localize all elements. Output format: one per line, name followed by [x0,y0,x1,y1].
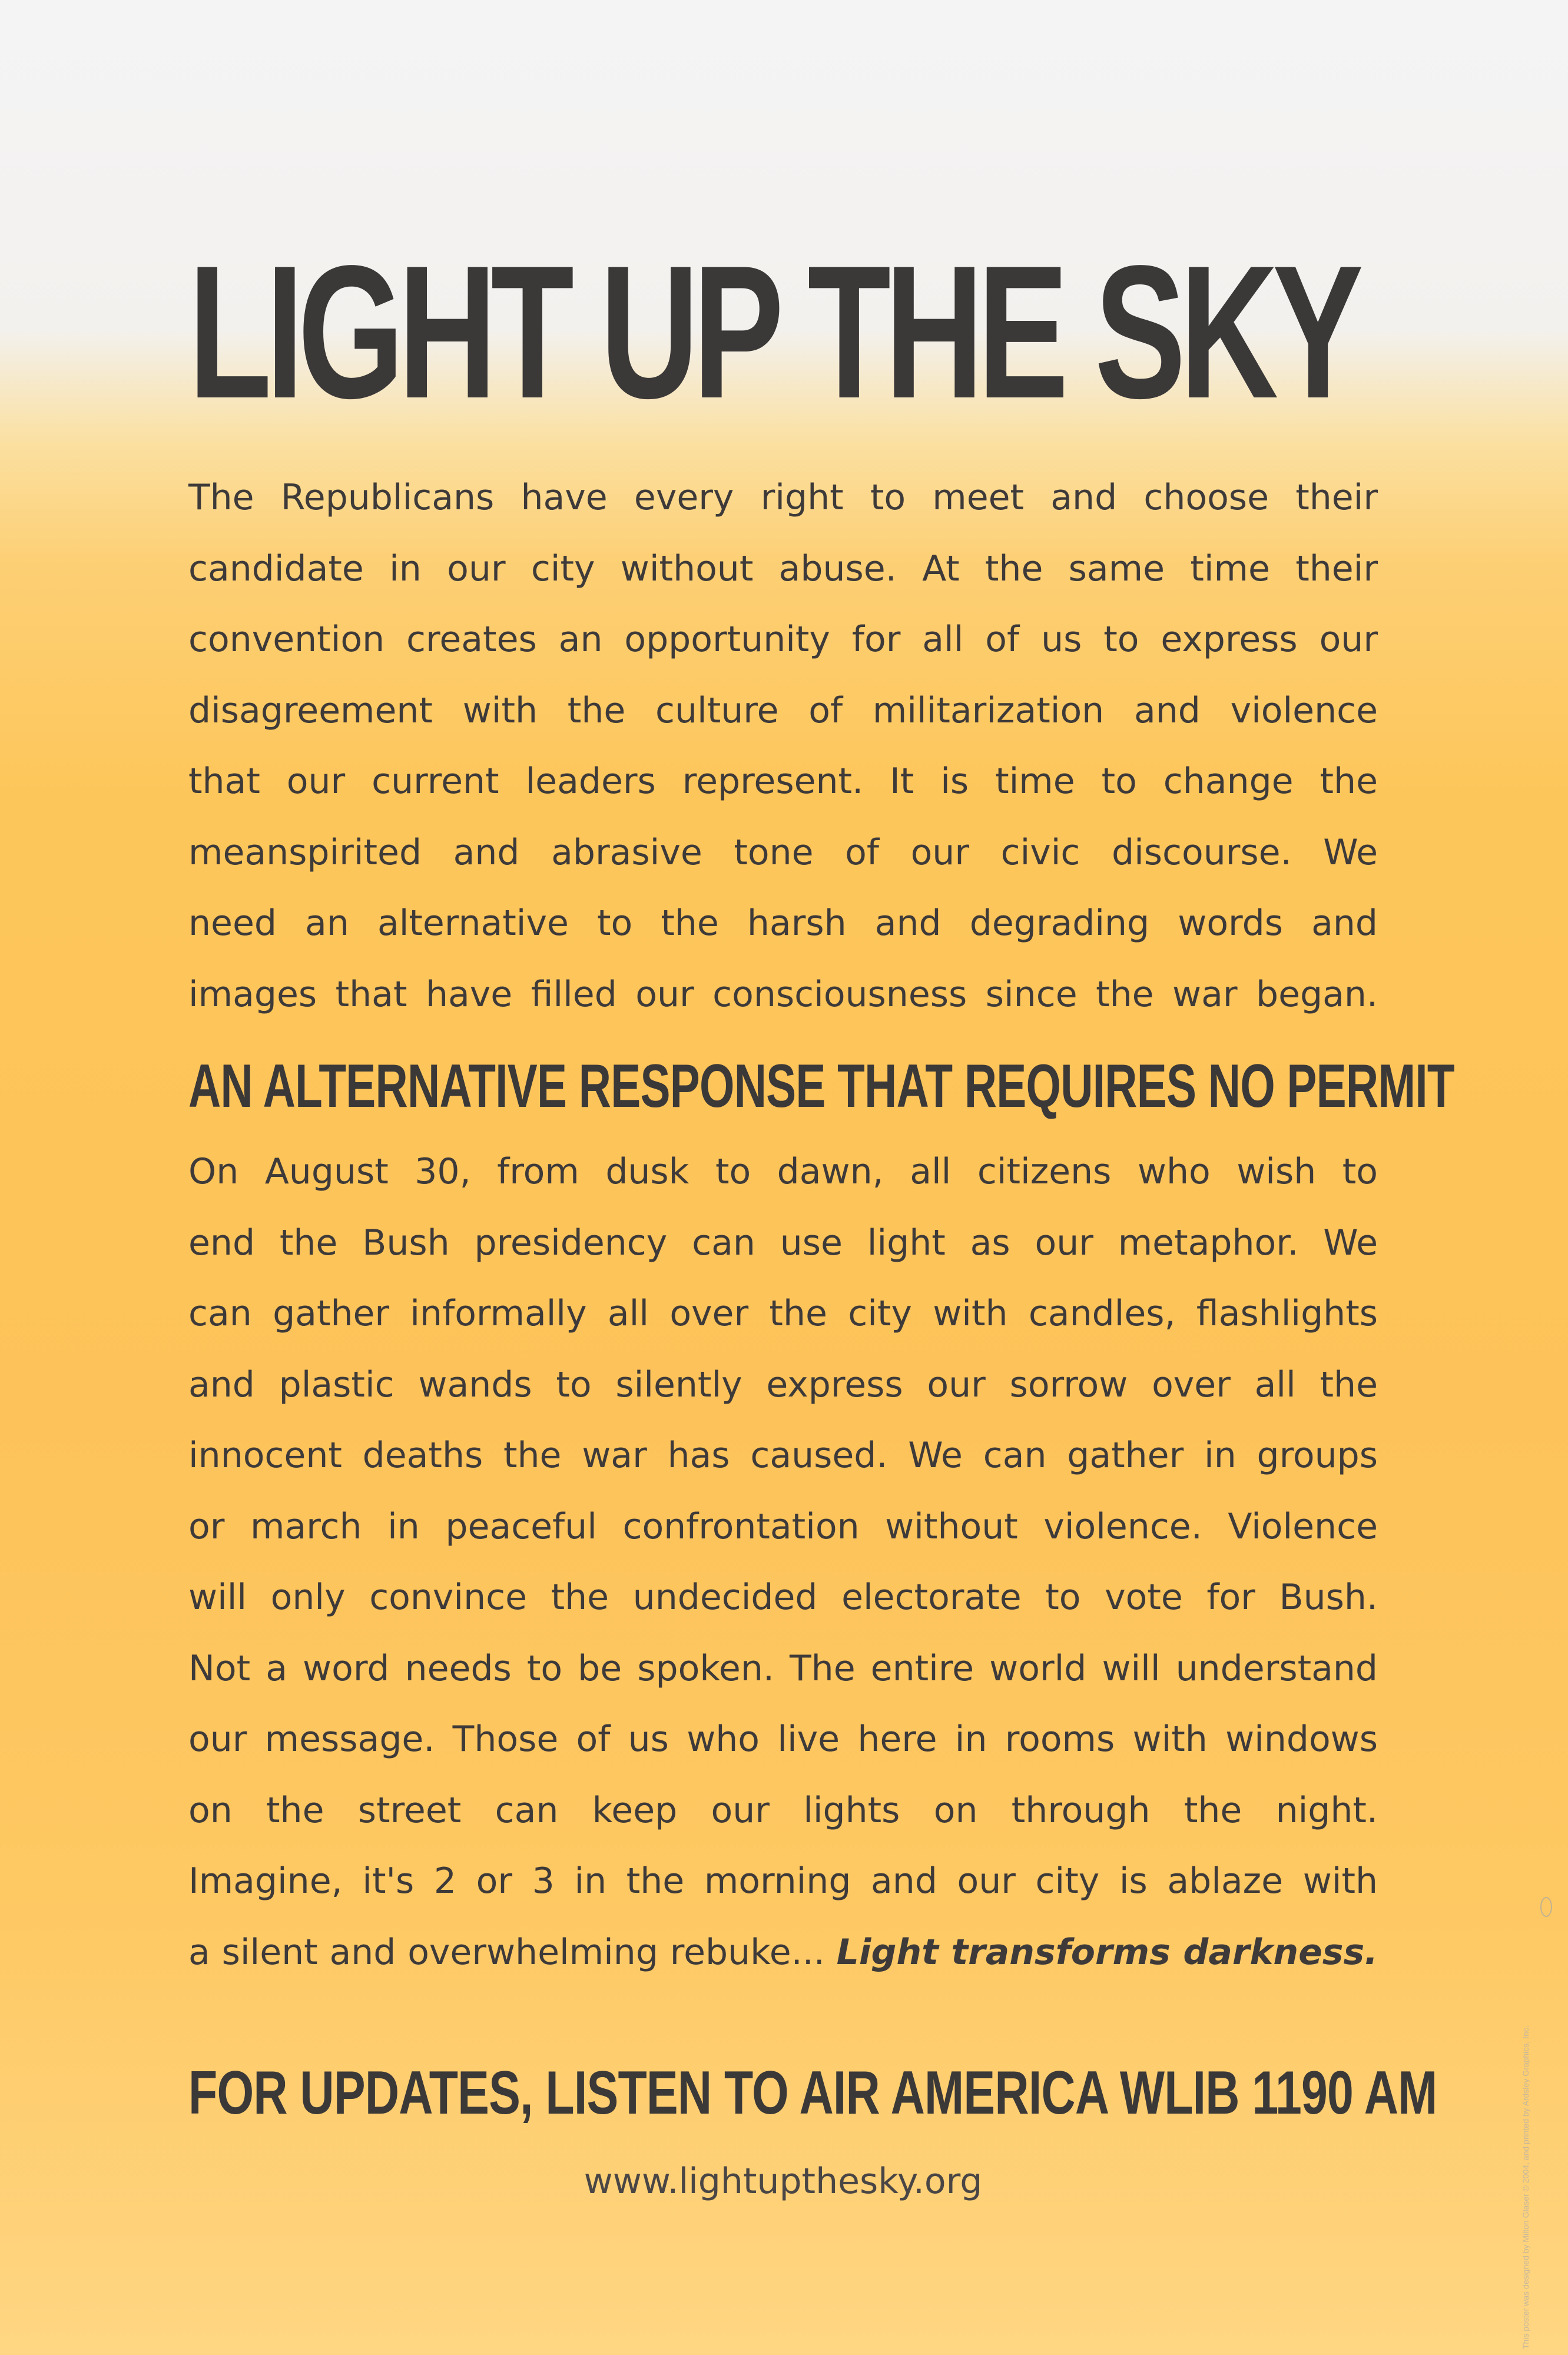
intro-line: disagreement with the culture of militarization and violence [188,689,1378,731]
body-paragraph [188,1136,1378,1988]
intro-line: that our current leaders represent. It is time to change the [188,761,1378,802]
poster-title: LIGHT UP THE SKY [188,227,1358,438]
designer-credit: This poster was designed by Milton Glaser © 2004, and printed by Ardsley Graphics, Inc. [1521,2025,1530,2349]
body-line: our message. Those of us who live here in rooms with windows [188,1719,1378,1760]
intro-line: images that have filled our consciousness since the war began. [188,973,1378,1015]
body-last-text: a silent and overwhelming rebuke... [188,1931,825,1973]
body-line: Imagine, it's 2 or 3 in the morning and our city is ablaze with [188,1860,1378,1902]
body-line: on the street can keep our lights on through the night. [188,1789,1378,1831]
body-line: Not a word needs to be spoken. The entire world will understand [188,1647,1378,1689]
body-last-line [188,1917,1378,1988]
body-line: or march in peaceful confrontation without violence. Violence [188,1505,1378,1547]
intro-line: The Republicans have every right to meet and choose their [188,477,1378,518]
footer-heading: FOR UPDATES, LISTEN TO AIR AMERICA WLIB 1190 AM [188,2059,1437,2127]
body-line: and plastic wands to silently express our sorrow over all the [188,1364,1378,1405]
intro-line: candidate in our city without abuse. At the same time their [188,548,1378,589]
body-line: end the Bush presidency can use light as our metaphor. We [188,1222,1378,1263]
intro-line: need an alternative to the harsh and degrading words and [188,903,1378,944]
body-line: On August 30, from dusk to dawn, all citizens who wish to [188,1151,1378,1192]
subheading: AN ALTERNATIVE RESPONSE THAT REQUIRES NO PERMIT [188,1052,1454,1120]
intro-paragraph [188,462,1378,1030]
intro-line: meanspirited and abrasive tone of our civic discourse. We [188,831,1378,873]
body-line: can gather informally all over the city with candles, flashlights [188,1293,1378,1334]
body-line: innocent deaths the war has caused. We can gather in groups [188,1435,1378,1476]
body-line: will only convince the undecided electorate to vote for Bush. [188,1577,1378,1618]
website-link[interactable]: www.lightupthesky.org [584,2161,983,2202]
closing-emphasis: Light transforms darkness. [836,1931,1378,1973]
printer-logo-icon [1540,1897,1552,1917]
intro-line: convention creates an opportunity for all of us to express our [188,619,1378,660]
